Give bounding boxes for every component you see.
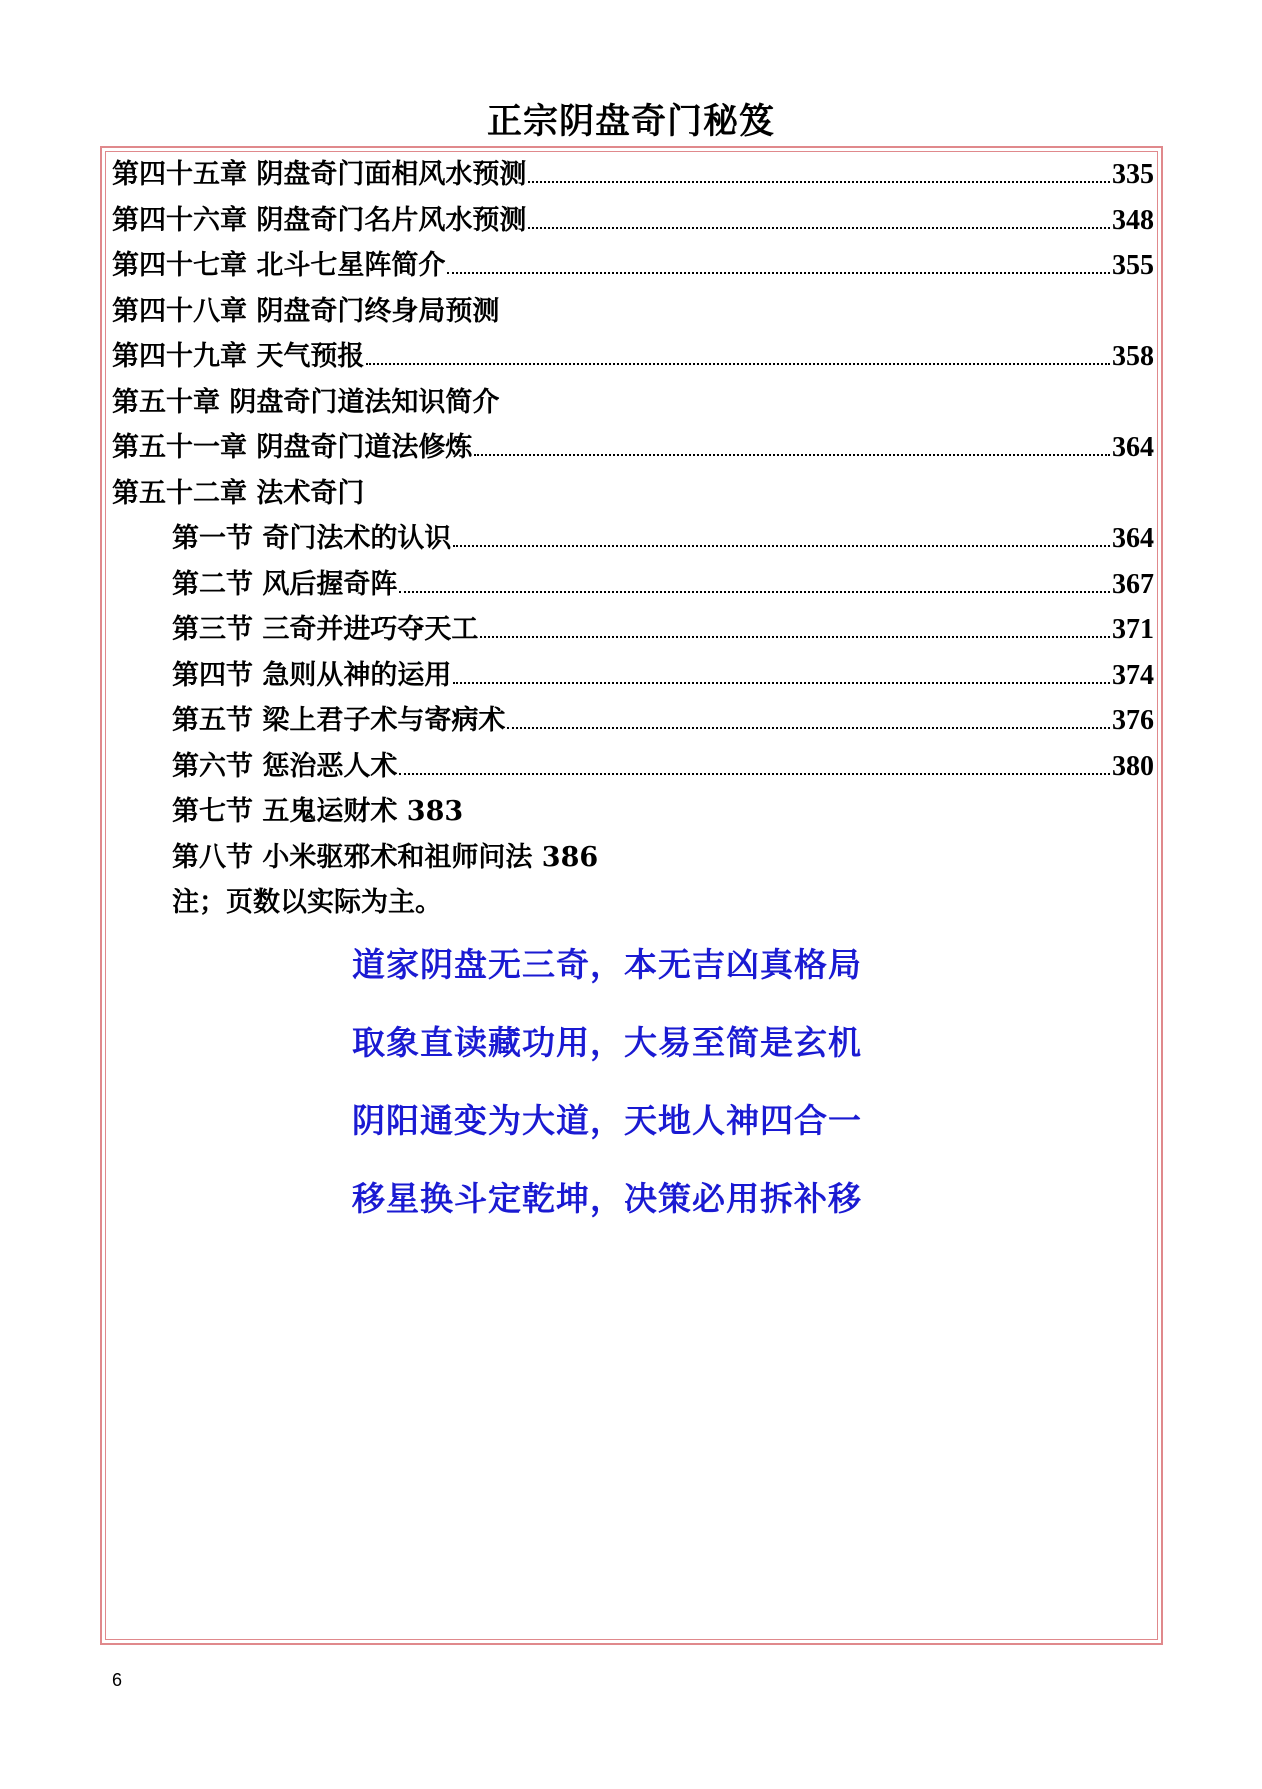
toc-entry: [112, 425, 1154, 471]
poem-line: 道家阴盘无三奇，本无吉凶真格局: [352, 945, 862, 984]
toc-entry-page: 374: [1112, 659, 1154, 691]
toc-entry-page: 367: [1112, 568, 1154, 600]
toc-dot-leader: [528, 227, 1110, 229]
toc-entry-label: 第七节 五鬼运财术 383: [172, 796, 464, 827]
toc-entry-label: 第五十章 阴盘奇门道法知识简介: [112, 386, 500, 418]
toc-dot-leader: [447, 272, 1110, 274]
toc-entry-label: 第一节 奇门法术的认识: [172, 523, 452, 554]
toc-entry-label: 第四十八章 阴盘奇门终身局预测: [112, 295, 500, 327]
toc-entry-page: 364: [1112, 523, 1154, 554]
table-of-contents: [112, 152, 1154, 926]
page-title: 正宗阴盘奇门秘笈: [486, 101, 775, 142]
poem-line: 移星换斗定乾坤，决策必用拆补移: [352, 1179, 862, 1218]
toc-dot-leader: [399, 773, 1110, 775]
toc-entry: [112, 471, 1154, 517]
toc-entry: [112, 289, 1154, 335]
poem-line: 取象直读藏功用，大易至简是玄机: [352, 1023, 862, 1062]
toc-subentry: [112, 789, 1154, 835]
toc-dot-leader: [453, 682, 1110, 684]
toc-entry-page: 380: [1112, 750, 1154, 782]
toc-entry-label: 第四十五章 阴盘奇门面相风水预测: [112, 159, 527, 190]
toc-entry-label: 第四十六章 阴盘奇门名片风水预测: [112, 204, 527, 236]
toc-entry: [112, 152, 1154, 198]
toc-subentry: [112, 562, 1154, 608]
toc-note: 注；页数以实际为主。: [172, 887, 442, 918]
toc-entry-page: 348: [1112, 204, 1154, 236]
toc-entry-label: 第三节 三奇并进巧夺天工: [172, 614, 479, 645]
toc-entry-label: 第六节 惩治恶人术: [172, 750, 398, 782]
toc-subentry: [112, 516, 1154, 562]
toc-dot-leader: [480, 636, 1110, 638]
toc-dot-leader: [366, 363, 1110, 365]
toc-entry: [112, 380, 1154, 426]
toc-entry-page: 355: [1112, 250, 1154, 281]
toc-entry-label: 第五十二章 法术奇门: [112, 477, 365, 509]
toc-entry-page: 371: [1112, 614, 1154, 645]
toc-entry-label: 第五节 梁上君子术与寄病术: [172, 705, 506, 736]
toc-subentry: [112, 744, 1154, 790]
toc-entry-label: 第五十一章 阴盘奇门道法修炼: [112, 432, 473, 463]
page-number: 6: [112, 1670, 123, 1690]
toc-entry: [112, 198, 1154, 244]
toc-dot-leader: [474, 454, 1110, 456]
toc-subentry: [112, 653, 1154, 699]
toc-subentry: [112, 698, 1154, 744]
poem-block: [352, 926, 862, 1238]
toc-entry: [112, 334, 1154, 380]
toc-entry-page: 376: [1112, 705, 1154, 736]
toc-entry-label: 第八节 小米驱邪术和祖师问法 386: [172, 841, 599, 873]
toc-dot-leader: [507, 727, 1110, 729]
poem-line: 阴阳通变为大道，天地人神四合一: [352, 1101, 862, 1140]
toc-entry-label: 第四十九章 天气预报: [112, 341, 365, 372]
toc-entry-page: 335: [1112, 159, 1154, 190]
toc-entry-page: 364: [1112, 432, 1154, 463]
toc-entry-label: 第二节 风后握奇阵: [172, 568, 398, 600]
toc-entry-label: 第四节 急则从神的运用: [172, 659, 452, 691]
toc-entry: [112, 243, 1154, 289]
toc-entry-page: 358: [1112, 341, 1154, 372]
toc-dot-leader: [528, 181, 1110, 183]
toc-subentry: [112, 835, 1154, 881]
toc-dot-leader: [453, 545, 1110, 547]
toc-entry-label: 第四十七章 北斗七星阵简介: [112, 250, 446, 281]
toc-dot-leader: [399, 591, 1110, 593]
toc-subentry: [112, 607, 1154, 653]
